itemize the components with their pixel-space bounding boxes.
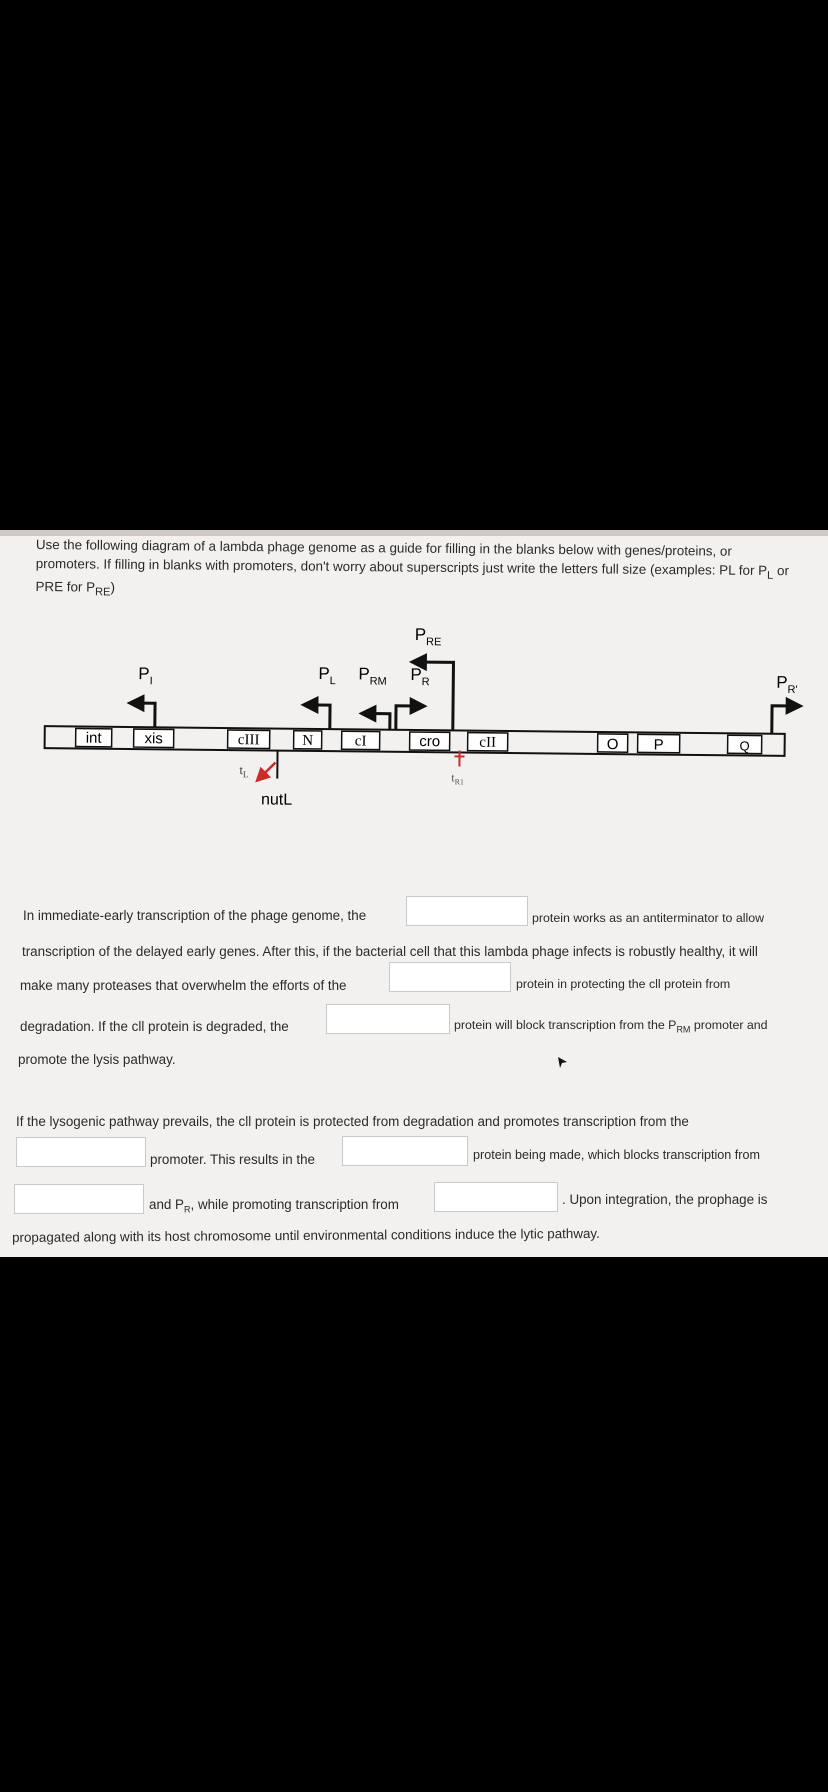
tl-arrow — [257, 762, 275, 780]
pl-promoter-arrow — [304, 705, 330, 729]
pi-label: $P_I$ — [138, 664, 153, 688]
p2-text-b: promoter. This results in the — [150, 1152, 315, 1167]
prm-promoter-arrow — [362, 713, 390, 729]
tr1-label: $t_{R1}$ — [451, 770, 464, 787]
gene-xis-label: xis — [144, 730, 163, 748]
gene-n-label: N — [302, 732, 314, 749]
p1-text-d: make many proteases that overwhelm the efforts of the — [20, 978, 347, 993]
pl-label: $P_L$ — [318, 663, 336, 688]
p2-text-c: protein being made, which blocks transcription from — [473, 1148, 760, 1162]
blank-antiterminator-protein[interactable] — [406, 896, 528, 926]
pi-promoter-arrow — [130, 703, 155, 727]
blank-blocking-protein[interactable] — [326, 1004, 450, 1034]
gene-p-label: P — [653, 736, 664, 754]
gene-cii-label: cII — [479, 734, 497, 751]
p1-text-e: protein in protecting the cll protein from — [516, 977, 731, 991]
gene-ci-label: cI — [354, 733, 367, 750]
pr-promoter-arrow — [396, 706, 424, 730]
prprime-label: $P_{R'}$ — [776, 672, 798, 697]
gene-q-label: Q — [739, 738, 750, 754]
lambda-genome-diagram — [0, 610, 828, 810]
prprime-promoter-arrow — [772, 706, 800, 734]
p1-text-f: degradation. If the cll protein is degraded, the — [20, 1019, 289, 1034]
top-edge — [0, 530, 828, 536]
blank-protecting-protein[interactable] — [389, 962, 511, 992]
instructions-line-3: PRE for $P_{RE}$) — [35, 578, 116, 599]
blank-promoter-3[interactable] — [434, 1182, 558, 1212]
prm-label: $P_{RM}$ — [358, 664, 387, 688]
mouse-cursor-icon — [556, 1056, 568, 1070]
pre-label: $P_{RE}$ — [414, 625, 442, 649]
p1-text-c: transcription of the delayed early genes. After this, if the bacterial cell that this lambda phage infects is robustly healthy, it will — [22, 944, 758, 959]
instructions — [35, 536, 826, 608]
instructions-line-2: promoters. If filling in blanks with promoters, don't worry about superscripts just write the letters full size (examples: PL for $P_L$ or — [35, 555, 790, 582]
gene-o-label: O — [606, 736, 619, 754]
p2-text-f: propagated along with its host chromosome until environmental conditions induce the lytic pathway. — [12, 1225, 600, 1245]
blank-promoter-2[interactable] — [14, 1184, 144, 1214]
p1-text-b: protein works as an antiterminator to allow — [532, 911, 765, 925]
nutl-label: nutL — [260, 791, 293, 809]
p1-text-a: In immediate-early transcription of the phage genome, the — [23, 908, 367, 923]
p2-text-d: and $P_R$, while promoting transcription from — [149, 1197, 399, 1215]
worksheet — [0, 530, 828, 1257]
p1-text-g: protein will block transcription from the $P_{RM}$ promoter and — [454, 1018, 768, 1035]
gene-cro-label: cro — [419, 733, 441, 751]
instructions-line-1: Use the following diagram of a lambda phage genome as a guide for filling in the blanks below with genes/proteins, or — [35, 536, 732, 559]
p2-text-a: If the lysogenic pathway prevails, the cll protein is protected from degradation and promotes transcription from the — [16, 1114, 689, 1129]
p1-text-h: promote the lysis pathway. — [18, 1052, 176, 1067]
blank-repressor-protein[interactable] — [342, 1136, 468, 1166]
tl-label: $t_L$ — [239, 762, 249, 780]
blank-promoter-1[interactable] — [16, 1137, 146, 1167]
p2-text-e: . Upon integration, the prophage is — [562, 1192, 768, 1207]
gene-ciii-label: cIII — [237, 732, 260, 749]
pr-label: $P_R$ — [410, 664, 430, 689]
gene-int-label: int — [85, 729, 102, 747]
